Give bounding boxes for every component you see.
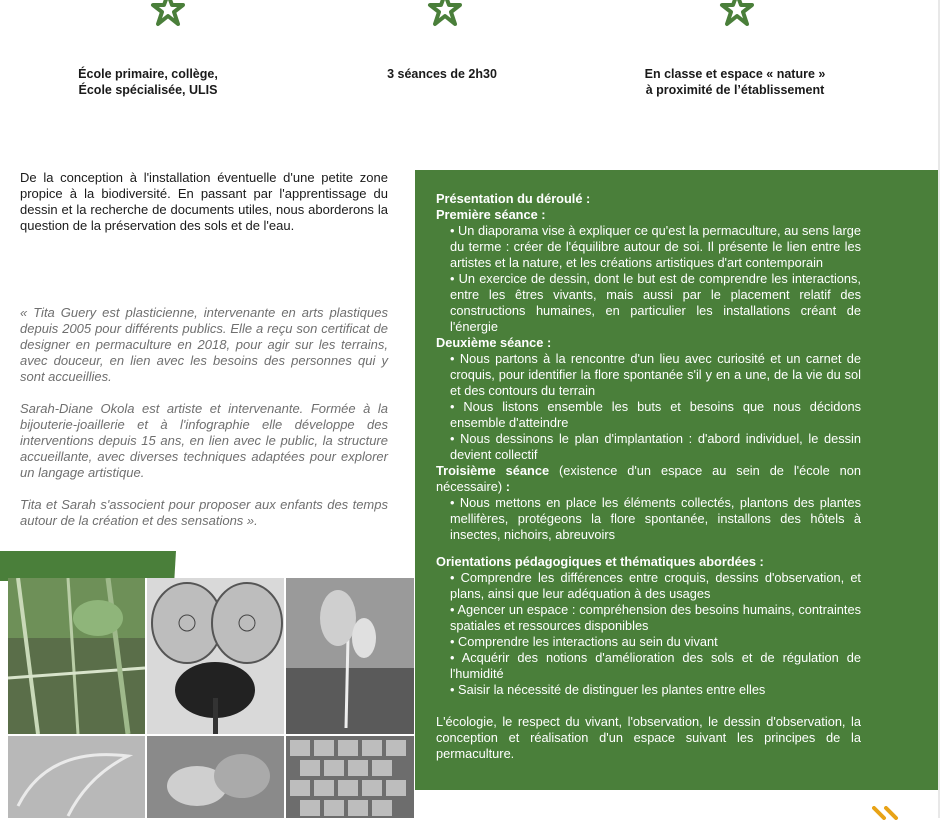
program-title: Présentation du déroulé :	[436, 191, 591, 206]
quote-block	[20, 497, 388, 529]
session-3-note: (existence d'un espace au sein de l'école non nécessaire)	[436, 463, 861, 494]
photo-grid	[8, 578, 414, 818]
program-content	[436, 191, 861, 762]
star-icon	[425, 0, 465, 30]
session-3-colon: :	[505, 479, 510, 494]
photo-cobblestones	[286, 736, 414, 818]
info-audience	[48, 66, 248, 98]
photo-hands	[147, 736, 284, 818]
session-1-item: • Un diaporama vise à expliquer ce qu'est la permaculture, au sens large du terme : créer de l'équilibre autour de soi. Il présente le lien entre les artistes et la nature, et les créations artistiques d'art contemporain	[450, 223, 861, 270]
info-location-line1: En classe et espace « nature »	[644, 67, 826, 81]
session-2-item: • Nous dessinons le plan d'implantation : d'abord individuel, le dessin devient collectif	[450, 431, 861, 462]
intro-paragraph: De la conception à l'installation éventuelle d'une petite zone propice à la biodiversité. En passant par l'apprentissage du dessin et la recherche de documents utiles, nous aborderons la question de la préservation des sols et de l'eau.	[20, 170, 388, 233]
quote-block	[20, 305, 388, 385]
session-1-item: • Un exercice de dessin, dont le but est de comprendre les interactions, entre les êtres vivants, mais aussi par le placement relatif des constructions humaines, en particulier les installations créant de l'énergie	[450, 271, 861, 334]
star-icon	[717, 0, 757, 30]
session-2-item: • Nous listons ensemble les buts et besoins que nous décidons ensemble d'atteindre	[450, 399, 861, 430]
info-audience-line1: École primaire, collège,	[78, 67, 218, 81]
orientation-item: • Comprendre les différences entre croquis, dessins d'observation, et plans, ainsi que leur adéquation à des usages	[450, 570, 861, 601]
orientations-title: Orientations pédagogiques et thématiques abordées :	[436, 554, 764, 569]
green-accent-band	[0, 551, 176, 581]
photo-garden-sticks	[8, 578, 145, 734]
session-3-title: Troisième séance	[436, 463, 550, 478]
photo-leaf-outline	[8, 736, 145, 818]
quote-together: Tita et Sarah s'associent pour proposer aux enfants des temps autour de la création et des sensations ».	[20, 497, 388, 528]
session-2-item: • Nous partons à la rencontre d'un lieu avec curiosité et un carnet de croquis, pour identifier la flore spontanée s'il y en a une, de la vie du sol et des contours du terrain	[450, 351, 861, 398]
orientation-item: • Acquérir des notions d'amélioration des sols et de régulation de l'humidité	[450, 650, 861, 681]
orientation-item: • Comprendre les interactions au sein du vivant	[450, 634, 718, 649]
photo-butterfly-drawing	[147, 578, 284, 734]
orientation-item: • Saisir la nécessité de distinguer les plantes entre elles	[450, 682, 766, 697]
info-sessions-line1: 3 séances de 2h30	[387, 67, 497, 81]
orientation-item: • Agencer un espace : compréhension des besoins humains, contraintes spatiales et ressources disponibles	[450, 602, 861, 633]
info-location-line2: à proximité de l’établissement	[645, 83, 825, 97]
info-audience-line2: École spécialisée, ULIS	[78, 83, 218, 97]
session-1-title: Première séance :	[436, 207, 546, 222]
info-location	[620, 66, 850, 98]
quote-sarah: Sarah-Diane Okola est artiste et intervenante. Formée à la bijouterie-joaillerie et à l'infographie elle développe des interventions depuis 15 ans, en lien avec le public, la structure accueillante, avec diverses techniques adaptées pour explorer un langage artistique.	[20, 401, 388, 480]
session-3-item: • Nous mettons en place les éléments collectés, plantons des plantes mellifères, protégeons la flore spontanée, installons des hôtels à insectes, nichoirs, abreuvoirs	[450, 495, 861, 542]
photo-seedling	[286, 578, 414, 734]
star-icon	[148, 0, 188, 30]
quote-tita: « Tita Guery est plasticienne, intervenante en arts plastiques depuis 2005 pour différents publics. Elle a reçu son certificat de designer en permaculture en 2018, pour agir sur les terrains, avec douceur, en lien avec les besoins des personnes qui y sont accueillies.	[20, 305, 388, 384]
session-3-header	[436, 463, 861, 495]
session-2-title: Deuxième séance :	[436, 335, 552, 350]
program-panel	[415, 170, 938, 790]
quote-block	[20, 401, 388, 481]
info-sessions	[342, 66, 542, 82]
conclusion-paragraph: L'écologie, le respect du vivant, l'observation, le dessin d'observation, la conception et réalisation d'un espace suivant les principes de la permaculture.	[436, 714, 861, 761]
